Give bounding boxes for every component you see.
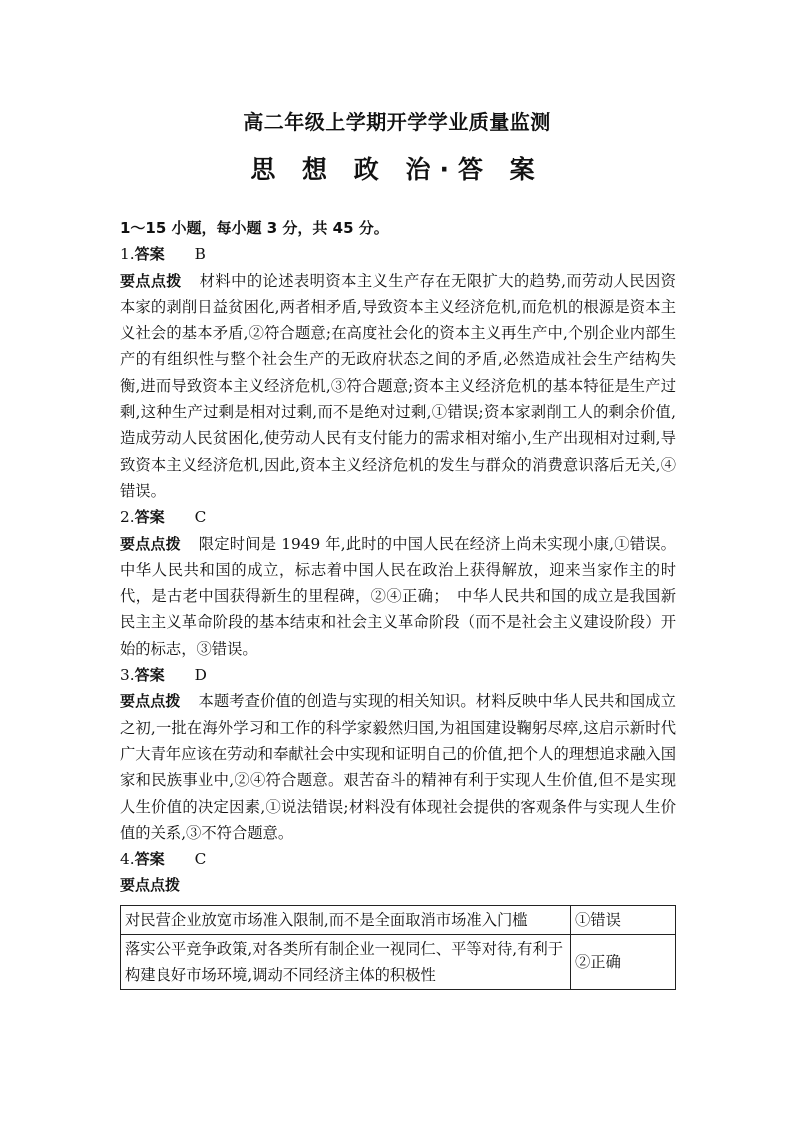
- page-subtitle: 思 想 政 治·答 案: [250, 155, 544, 184]
- table-row: [121, 934, 676, 989]
- question-number: 4.: [120, 850, 135, 869]
- question-number: 3.: [120, 666, 135, 685]
- answer-label: 答案: [134, 850, 165, 869]
- question-3-explanation: [120, 688, 676, 846]
- result-cell: ②正确: [571, 934, 676, 989]
- statement-cell: 对民营企业放宽市场准入限制,而不是全面取消市场准入门槛: [121, 905, 571, 934]
- key-point-label: 要点点拨: [120, 271, 182, 290]
- answer-value: D: [194, 666, 207, 685]
- result-cell: ①错误: [571, 905, 676, 934]
- explanation-text: 限定时间是 1949 年,此时的中国人民在经济上尚未实现小康,①错误。中华人民共和国的成立，标志着中国人民在政治上获得解放，迎来当家作主的时代，是古老中国获得新生的里程碑，②④正确； 中华人民共和国的成立是我国新民主主义革命阶段的基本结束和社会主义革命阶段（而不是社会主义建设阶段）开始的标志，③错误。: [120, 534, 676, 658]
- answer-label: 答案: [134, 666, 165, 685]
- answer-value: C: [194, 508, 207, 527]
- answer-value: C: [194, 850, 207, 869]
- answer-value: B: [194, 245, 206, 264]
- statement-cell: 落实公平竞争政策,对各类所有制企业一视同仁、平等对待,有利于构建良好市场环境,调动不同经济主体的积极性: [121, 934, 571, 989]
- question-number: 2.: [120, 508, 135, 527]
- answer-label: 答案: [134, 508, 165, 527]
- question-1-explanation: [120, 268, 676, 505]
- table-row: [121, 905, 676, 934]
- key-point-table: [120, 905, 676, 990]
- question-4-answer: [120, 846, 676, 872]
- answer-label: 答案: [134, 245, 165, 264]
- question-2-answer: [120, 504, 676, 530]
- key-point-label: 要点点拨: [120, 692, 181, 711]
- question-1-answer: [120, 241, 676, 267]
- section-intro: 1～15 小题，每小题 3 分，共 45 分。: [120, 219, 389, 237]
- key-point-label: 要点点拨: [120, 876, 181, 895]
- question-4-key-point: [120, 872, 676, 898]
- question-number: 1.: [120, 245, 135, 264]
- page-title: 高二年级上学期开学学业质量监测: [243, 110, 551, 134]
- key-point-label: 要点点拨: [120, 534, 181, 553]
- question-2-explanation: [120, 531, 676, 662]
- answer-content: [120, 215, 676, 990]
- explanation-text: 本题考查价值的创造与实现的相关知识。材料反映中华人民共和国成立之初,一批在海外学习和工作的科学家毅然归国,为祖国建设鞠躬尽瘁,这启示新时代广大青年应该在劳动和奉献社会中实现和证明自己的价值,把个人的理想追求融入国家和民族事业中,②④符合题意。艰苦奋斗的精神有利于实现人生价值,但不是实现人生价值的决定因素,①说法错误;材料没有体现社会提供的客观条件与实现人生价值的关系,③不符合题意。: [120, 692, 676, 842]
- explanation-text: 材料中的论述表明资本主义生产存在无限扩大的趋势,而劳动人民因资本家的剥削日益贫困化,两者相矛盾,导致资本主义经济危机,而危机的根源是资本主义社会的基本矛盾,②符合题意;在高度社会化的资本主义再生产中,个别企业内部生产的有组织性与整个社会生产的无政府状态之间的矛盾,必然造成社会生产结构失衡,进而导致资本主义经济危机,③符合题意;资本主义经济危机的基本特征是生产过剩,这种生产过剩是相对过剩,而不是绝对过剩,①错误;资本家剥削工人的剩余价值,造成劳动人民贫困化,使劳动人民有支付能力的需求相对缩小,生产出现相对过剩,导致资本主义经济危机,因此,资本主义经济危机的发生与群众的消费意识落后无关,④错误。: [120, 271, 676, 500]
- question-3-answer: [120, 662, 676, 688]
